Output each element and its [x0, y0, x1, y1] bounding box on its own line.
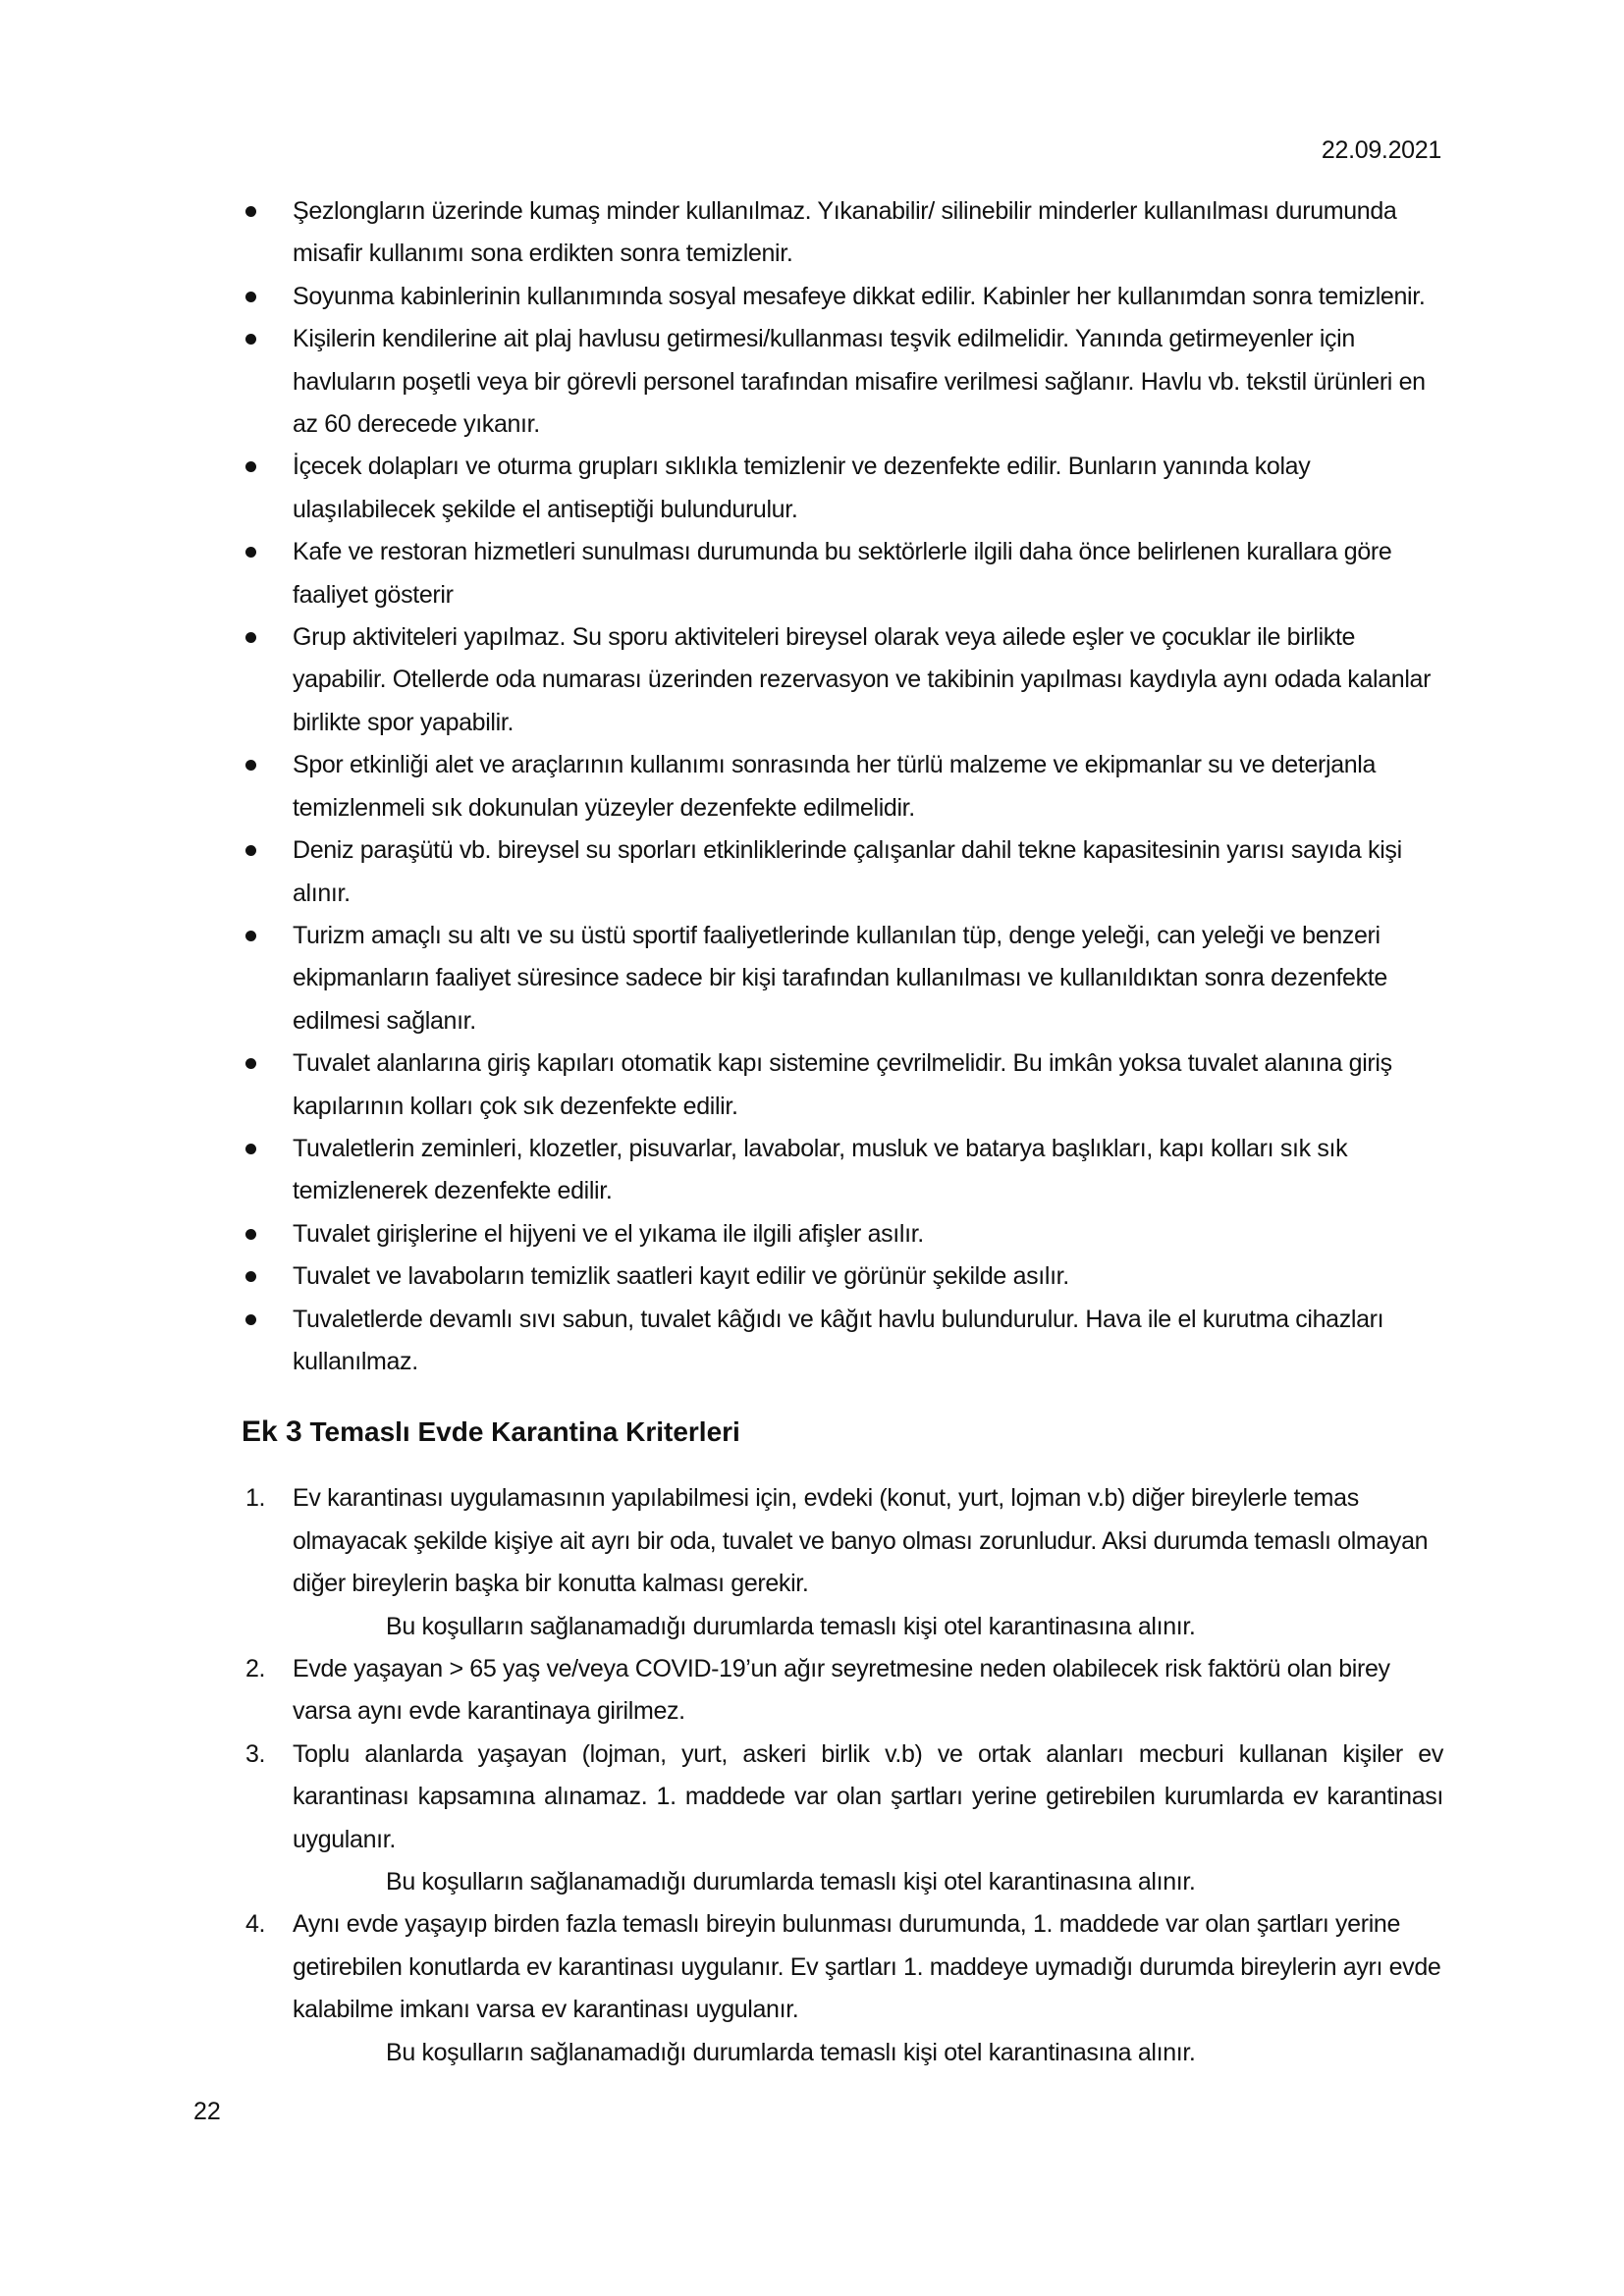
bullet-item — [245, 1128, 1443, 1213]
bullet-item — [245, 190, 1443, 276]
bullet-item — [245, 616, 1443, 744]
bullet-icon — [245, 1271, 256, 1282]
bullet-icon — [245, 547, 256, 558]
bullet-text: Şezlongların üzerinde kumaş minder kullanılmaz. Yıkanabilir/ silinebilir minderler kullanılması durumunda misafir kullanımı sona erdikten sonra temizlenir. — [293, 197, 1397, 268]
bullet-text: Tuvaletlerin zeminleri, klozetler, pisuvarlar, lavabolar, musluk ve batarya başlıkları, kapı kolları sık sık temizlenerek dezenfekte edilir. — [293, 1134, 1348, 1205]
bullet-item — [245, 531, 1443, 616]
bullet-text: Tuvalet girişlerine el hijyeni ve el yıkama ile ilgili afişler asılır. — [293, 1219, 924, 1248]
criteria-item — [245, 1903, 1443, 2074]
item-number: 2. — [245, 1655, 266, 1682]
bullet-icon — [245, 760, 256, 771]
criteria-item — [245, 1477, 1443, 1648]
section-prefix: Ek 3 — [242, 1415, 302, 1449]
bullet-item — [245, 915, 1443, 1042]
page-content — [242, 190, 1443, 2074]
bullet-icon — [245, 1229, 256, 1240]
criteria-text: Aynı evde yaşayıp birden fazla temaslı bireyin bulunması durumunda, 1. maddede var olan şartları yerine getirebilen konutlarda ev karantinası uygulanır. Ev şartları 1. maddeye uymadığı durumda bireylerin ayrı evde kalabilme imkanı varsa ev karantinası uygulanır. — [293, 1910, 1441, 2024]
bullet-item — [245, 1042, 1443, 1128]
guidelines-bullet-list — [245, 190, 1443, 1383]
bullet-item — [245, 1213, 1443, 1255]
bullet-icon — [245, 1058, 256, 1069]
bullet-text: Deniz paraşütü vb. bireysel su sporları etkinliklerinde çalışanlar dahil tekne kapasitesinin yarısı sayıda kişi alınır. — [293, 836, 1402, 907]
bullet-icon — [245, 931, 256, 941]
bullet-text: Tuvalet alanlarına giriş kapıları otomatik kapı sistemine çevrilmelidir. Bu imkân yoksa tuvalet alanına giriş kapılarının kolları çok sık dezenfekte edilir. — [293, 1049, 1392, 1120]
criteria-item — [245, 1648, 1443, 1734]
criteria-text: Toplu alanlarda yaşayan (lojman, yurt, askeri birlik v.b) ve ortak alanları mecburi kullanan kişiler ev karantinası kapsamına alınamaz. 1. maddede var olan şartları yerine getirebilen kurumlarda ev karantinası uygulanır. — [293, 1739, 1443, 1853]
criteria-item — [245, 1734, 1443, 1904]
bullet-item — [245, 446, 1443, 531]
bullet-icon — [245, 1314, 256, 1325]
section-title: Temaslı Evde Karantina Kriterleri — [309, 1416, 740, 1448]
bullet-item — [245, 1299, 1443, 1384]
bullet-item — [245, 829, 1443, 915]
bullet-text: Tuvalet ve lavaboların temizlik saatleri kayıt edilir ve görünür şekilde asılır. — [293, 1262, 1069, 1291]
bullet-text: Kişilerin kendilerine ait plaj havlusu getirmesi/kullanması teşvik edilmelidir. Yanında getirmeyenler için havluların poşetli veya bir görevli personel tarafından misafire verilmesi sağlanır. Havlu vb. tekstil ürünleri en az 60 derecede yıkanır. — [293, 325, 1426, 439]
criteria-text: Ev karantinası uygulamasının yapılabilmesi için, evdeki (konut, yurt, lojman v.b) diğer bireylerle temas olmayacak şekilde kişiye ait ayrı bir oda, tuvalet ve banyo olması zorunludur. Aksi durumda temaslı olmayan diğer bireylerin başka bir konutta kalması gerekir. — [293, 1484, 1429, 1598]
section-heading — [242, 1415, 1443, 1450]
bullet-item — [245, 1255, 1443, 1298]
bullet-text: Spor etkinliği alet ve araçlarının kullanımı sonrasında her türlü malzeme ve ekipmanlar su ve deterjanla temizlenmeli sık dokunulan yüzeyler dezenfekte edilmelidir. — [293, 751, 1377, 822]
criteria-note: Bu koşulların sağlanamadığı durumlarda temaslı kişi otel karantinasına alınır. — [386, 1868, 1196, 1896]
quarantine-criteria-list — [245, 1477, 1443, 2074]
bullet-item — [245, 744, 1443, 829]
item-number: 3. — [245, 1739, 266, 1768]
bullet-item — [245, 276, 1443, 318]
item-number: 4. — [245, 1910, 266, 1939]
bullet-icon — [245, 632, 256, 643]
bullet-icon — [245, 845, 256, 856]
bullet-icon — [245, 292, 256, 302]
criteria-note: Bu koşulların sağlanamadığı durumlarda temaslı kişi otel karantinasına alınır. — [386, 1612, 1196, 1640]
bullet-icon — [245, 206, 256, 217]
bullet-text: Tuvaletlerde devamlı sıvı sabun, tuvalet kâğıdı ve kâğıt havlu bulundurulur. Hava ile el kurutma cihazları kullanılmaz. — [293, 1305, 1384, 1375]
bullet-icon — [245, 1144, 256, 1154]
criteria-note: Bu koşulların sağlanamadığı durumlarda temaslı kişi otel karantinasına alınır. — [386, 2038, 1196, 2066]
bullet-text: Grup aktiviteleri yapılmaz. Su sporu aktiviteleri bireysel olarak veya ailede eşler ve çocuklar ile birlikte yapabilir. Otellerde oda numarası üzerinden rezervasyon ve takibinin yapılması kaydıyla aynı odada kalanlar birlikte spor yapabilir. — [293, 623, 1432, 736]
bullet-text: Kafe ve restoran hizmetleri sunulması durumunda bu sektörlerle ilgili daha önce belirlenen kurallara göre faaliyet gösterir — [293, 538, 1392, 609]
bullet-text: Soyunma kabinlerinin kullanımında sosyal mesafeye dikkat edilir. Kabinler her kullanımdan sonra temizlenir. — [293, 282, 1426, 310]
bullet-text: İçecek dolapları ve oturma grupları sıklıkla temizlenir ve dezenfekte edilir. Bunların yanında kolay ulaşılabilecek şekilde el antiseptiği bulundurulur. — [293, 453, 1311, 523]
item-number: 1. — [245, 1484, 266, 1513]
bullet-icon — [245, 334, 256, 345]
bullet-icon — [245, 461, 256, 472]
header-date: 22.09.2021 — [1321, 136, 1441, 164]
criteria-text: Evde yaşayan > 65 yaş ve/veya COVID-19’un ağır seyretmesine neden olabilecek risk faktörü olan birey varsa aynı evde karantinaya girilmez. — [293, 1655, 1390, 1726]
page-number: 22 — [193, 2098, 221, 2125]
bullet-item — [245, 318, 1443, 446]
bullet-text: Turizm amaçlı su altı ve su üstü sportif faaliyetlerinde kullanılan tüp, denge yeleği, can yeleği ve benzeri ekipmanların faaliyet süresince sadece bir kişi tarafından kullanılması ve kullanıldıktan sonra dezenfekte edilmesi sağlanır. — [293, 921, 1387, 1035]
